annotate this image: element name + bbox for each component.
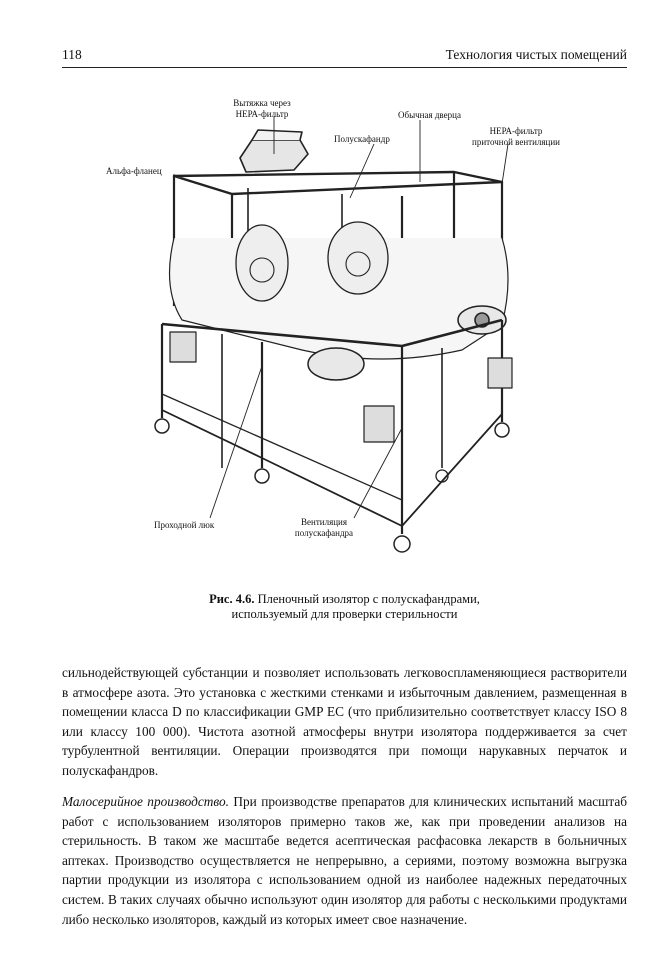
header-rule <box>62 67 627 68</box>
label-hepa-intake-line1: НЕРА-фильтр <box>489 126 543 136</box>
label-pass-hatch: Проходной люк <box>154 520 215 530</box>
caption-number: Рис. 4.6. <box>209 592 255 606</box>
isolator-figure <box>62 88 627 578</box>
label-half-suit: Полускафандр <box>334 134 390 144</box>
label-hepa-intake-line2: приточной вентиляции <box>472 137 560 147</box>
paragraph-2-text: При производстве препаратов для клинических испытаний масштаб работ с использованием изоляторов примерно таков же, как при проведении анализов на стерильность. В таком же масштабе ведется асептическая расфасовка лекарств в больничных аптеках. Производство осуществляется не непрерывно, а сериями, поэтому возможна выгрузка партии продукции из изолятора с использованием одной из наиболее надежных передаточных систем. В таких случаях обычно используют один изолятор для работы с несколькими продуктами либо несколько изоляторов, каждый из которых имеет свое назначение. <box>62 794 627 927</box>
label-exhaust-line2: НЕРА-фильтр <box>235 109 289 119</box>
caption-text-line2: используемый для проверки стерильности <box>231 607 458 621</box>
figure-caption <box>62 592 627 622</box>
page-header <box>62 47 627 65</box>
isolator-drawing <box>62 88 627 578</box>
page-number: 118 <box>62 47 82 62</box>
label-suit-ventilation-line1: Вентиляция <box>301 517 347 527</box>
label-alpha-flange: Альфа-фланец <box>106 166 162 176</box>
label-exhaust-line1: Вытяжка через <box>233 98 291 108</box>
paragraph-2-lead: Малосерийное производство. <box>62 794 229 809</box>
caption-text-line1: Пленочный изолятор с полускафандрами, <box>257 592 480 606</box>
label-door: Обычная дверца <box>398 110 461 120</box>
running-title: Технология чистых помещений <box>445 47 627 62</box>
paragraph-2 <box>62 792 627 929</box>
paragraph-1: сильнодействующей субстанции и позволяет использовать легковоспламеняющиеся растворители в атмосфере азота. Это установка с жесткими стенками и избыточным давлением, размещенная в помещении класса D по классификации GMP EC (что приблизительно соответствует классу ISO 8 или классу 100 000). Чистота азотной атмосферы внутри изолятора поддерживается за счет турбулентной вентиляции. Операции производятся при помощи нарукавных перчаток и полускафандров. <box>62 665 627 778</box>
label-suit-ventilation-line2: полускафандра <box>294 528 354 538</box>
